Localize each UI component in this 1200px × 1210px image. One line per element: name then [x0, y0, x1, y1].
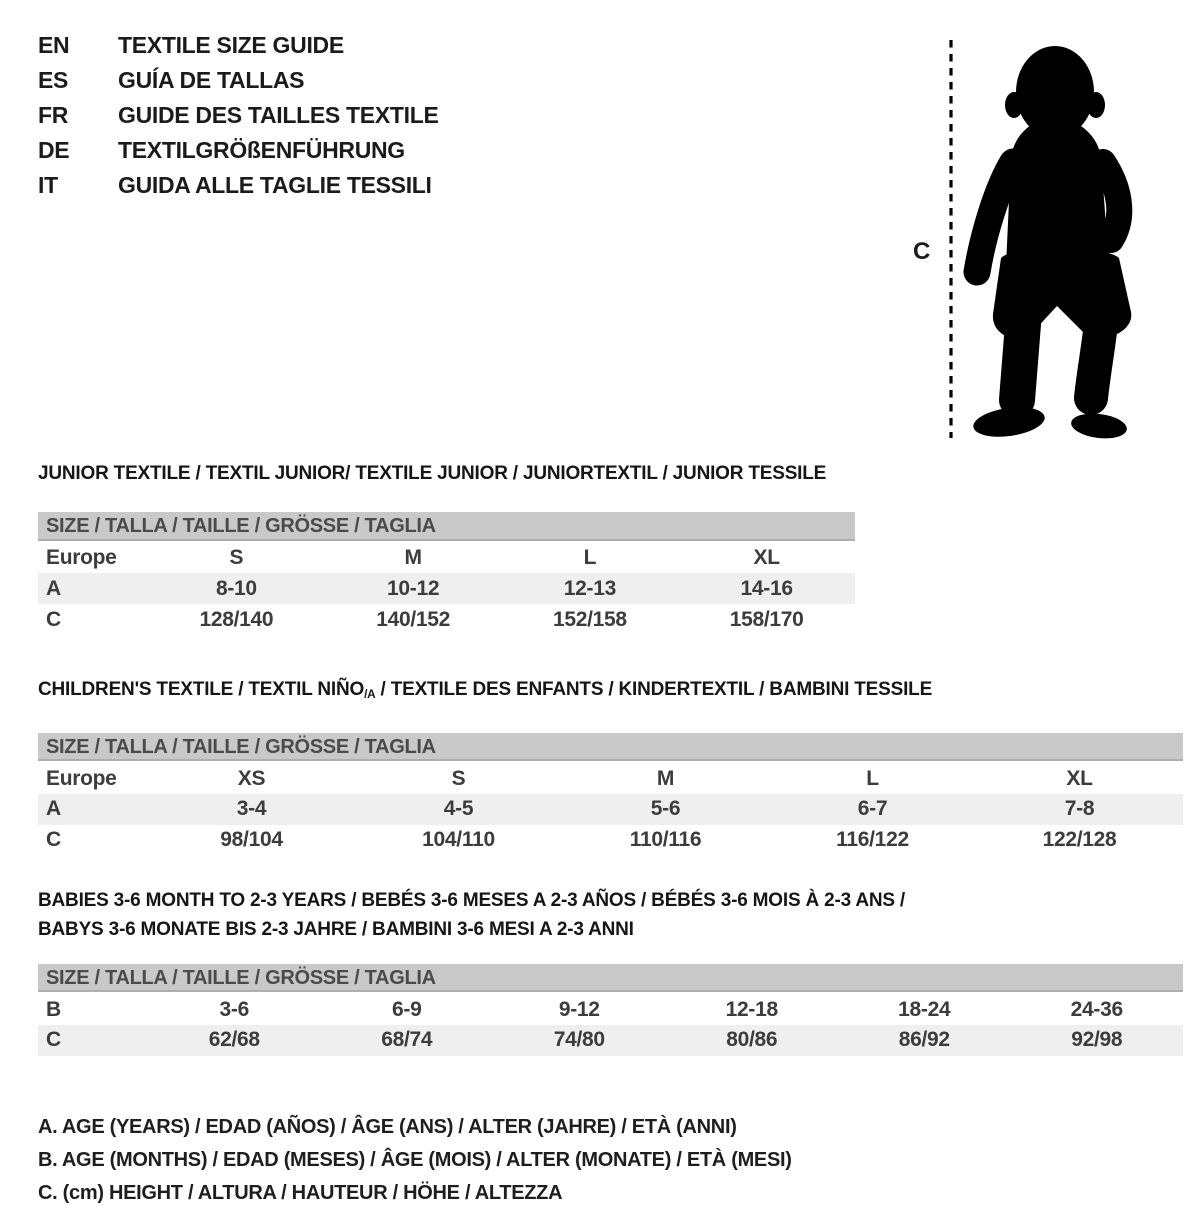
- legend-line-a: A. AGE (YEARS) / EDAD (AÑOS) / ÂGE (ANS) / ALTER (JAHRE) / ETÀ (ANNI): [38, 1115, 737, 1138]
- table-cell: 110/116: [629, 828, 702, 852]
- table-cell: 6-9: [392, 998, 422, 1022]
- size-header-band: SIZE / TALLA / TAILLE / GRÖSSE / TAGLIA: [38, 964, 1183, 994]
- table-cell: 3-4: [148, 794, 355, 825]
- table-row-age-months: [38, 994, 1183, 1025]
- table-cell: 12-18: [725, 998, 778, 1022]
- table-cell: XL: [1066, 767, 1093, 791]
- table-cell: 3-6: [219, 998, 249, 1022]
- row-label: C: [46, 607, 61, 631]
- table-cell: 104/110: [422, 828, 495, 852]
- height-measure-figure: [905, 26, 1160, 451]
- language-code: EN: [38, 32, 70, 58]
- babies-title-line1: BABIES 3-6 MONTH TO 2-3 YEARS / BEBÉS 3-6 MESES A 2-3 AÑOS / BÉBÉS 3-6 MOIS À 2-3 ANS /: [38, 889, 906, 911]
- legend-line-c: C. (cm) HEIGHT / ALTURA / HAUTEUR / HÖHE / ALTEZZA: [38, 1181, 563, 1204]
- row-label: Europe: [46, 546, 117, 570]
- table-cell: XL: [753, 546, 780, 570]
- legend: [38, 1111, 1180, 1210]
- table-cell: M: [656, 767, 675, 791]
- table-cell: 74/80: [493, 1025, 666, 1056]
- size-header-band: SIZE / TALLA / TAILLE / GRÖSSE / TAGLIA: [38, 733, 1183, 763]
- guide-title-it: GUIDA ALLE TAGLIE TESSILI: [118, 172, 432, 198]
- children-section-title: [38, 675, 1180, 709]
- children-title-suffix: / TEXTILE DES ENFANTS / KINDERTEXTIL / BAMBINI TESSILE: [375, 679, 933, 700]
- table-cell: 128/140: [199, 607, 274, 631]
- language-code: DE: [38, 137, 70, 163]
- babies-title-line2: BABYS 3-6 MONATE BIS 2-3 JAHRE / BAMBINI 3-6 MESI A 2-3 ANNI: [38, 918, 634, 940]
- row-label: Europe: [46, 767, 117, 791]
- table-cell: S: [229, 546, 244, 570]
- language-code: IT: [38, 172, 58, 198]
- table-cell: 80/86: [666, 1025, 839, 1056]
- junior-size-table: [38, 512, 855, 635]
- children-title-sub: /A: [364, 687, 376, 701]
- table-row-height-cm: [38, 1025, 1183, 1056]
- legend-line-b: B. AGE (MONTHS) / EDAD (MESES) / ÂGE (MOIS) / ALTER (MONATE) / ETÀ (MESI): [38, 1148, 792, 1171]
- table-cell: 6-7: [769, 794, 976, 825]
- row-label: A: [38, 573, 148, 604]
- table-cell: 5-6: [562, 794, 769, 825]
- table-cell: 18-24: [898, 998, 951, 1022]
- guide-title-de: TEXTILGRÖßENFÜHRUNG: [118, 137, 405, 163]
- table-cell: 68/74: [321, 1025, 494, 1056]
- table-cell: 10-12: [325, 573, 502, 604]
- table-row-age-years: [38, 794, 1183, 825]
- children-title-prefix: CHILDREN'S TEXTILE / TEXTIL NIÑO: [38, 679, 365, 700]
- table-row-europe: [38, 763, 1183, 794]
- table-cell: 158/170: [729, 607, 804, 631]
- table-cell: 122/128: [1042, 828, 1117, 852]
- table-row-europe: [38, 542, 855, 573]
- table-cell: 14-16: [678, 573, 855, 604]
- table-cell: S: [451, 767, 466, 791]
- row-label: B: [46, 998, 61, 1022]
- table-cell: XS: [237, 767, 266, 791]
- size-header-band: SIZE / TALLA / TAILLE / GRÖSSE / TAGLIA: [38, 512, 855, 542]
- language-code: ES: [38, 67, 69, 93]
- guide-title-es: GUÍA DE TALLAS: [118, 67, 305, 93]
- table-row-height-cm: [38, 604, 855, 635]
- babies-section-title: [38, 886, 1180, 944]
- top-section: [38, 26, 1180, 451]
- table-cell: 24-36: [1070, 998, 1123, 1022]
- table-cell: 116/122: [836, 828, 909, 852]
- row-label: C: [46, 828, 61, 852]
- guide-title-fr: GUIDE DES TAILLES TEXTILE: [118, 102, 439, 128]
- table-cell: 98/104: [220, 828, 283, 852]
- table-cell: 140/152: [376, 607, 451, 631]
- children-size-table: [38, 733, 1183, 856]
- table-row-height-cm: [38, 825, 1183, 856]
- table-cell: 152/158: [552, 607, 627, 631]
- table-cell: 4-5: [355, 794, 562, 825]
- language-code: FR: [38, 102, 69, 128]
- table-cell: 86/92: [838, 1025, 1011, 1056]
- junior-section-title: JUNIOR TEXTILE / TEXTIL JUNIOR/ TEXTILE JUNIOR / JUNIORTEXTIL / JUNIOR TESSILE: [38, 463, 827, 484]
- table-cell: 7-8: [976, 794, 1183, 825]
- guide-title-en: TEXTILE SIZE GUIDE: [118, 32, 344, 58]
- table-row-age-years: [38, 573, 855, 604]
- table-cell: 12-13: [502, 573, 679, 604]
- table-cell: 8-10: [148, 573, 325, 604]
- table-cell: L: [583, 546, 597, 570]
- babies-size-table: [38, 964, 1183, 1056]
- row-label: A: [38, 794, 148, 825]
- table-cell: 9-12: [558, 998, 600, 1022]
- toddler-silhouette-icon: [905, 26, 1160, 451]
- table-cell: 92/98: [1011, 1025, 1184, 1056]
- table-cell: L: [866, 767, 879, 791]
- table-cell: M: [404, 546, 422, 570]
- row-label: C: [38, 1025, 148, 1056]
- table-cell: 62/68: [148, 1025, 321, 1056]
- height-measure-label: C: [913, 238, 931, 265]
